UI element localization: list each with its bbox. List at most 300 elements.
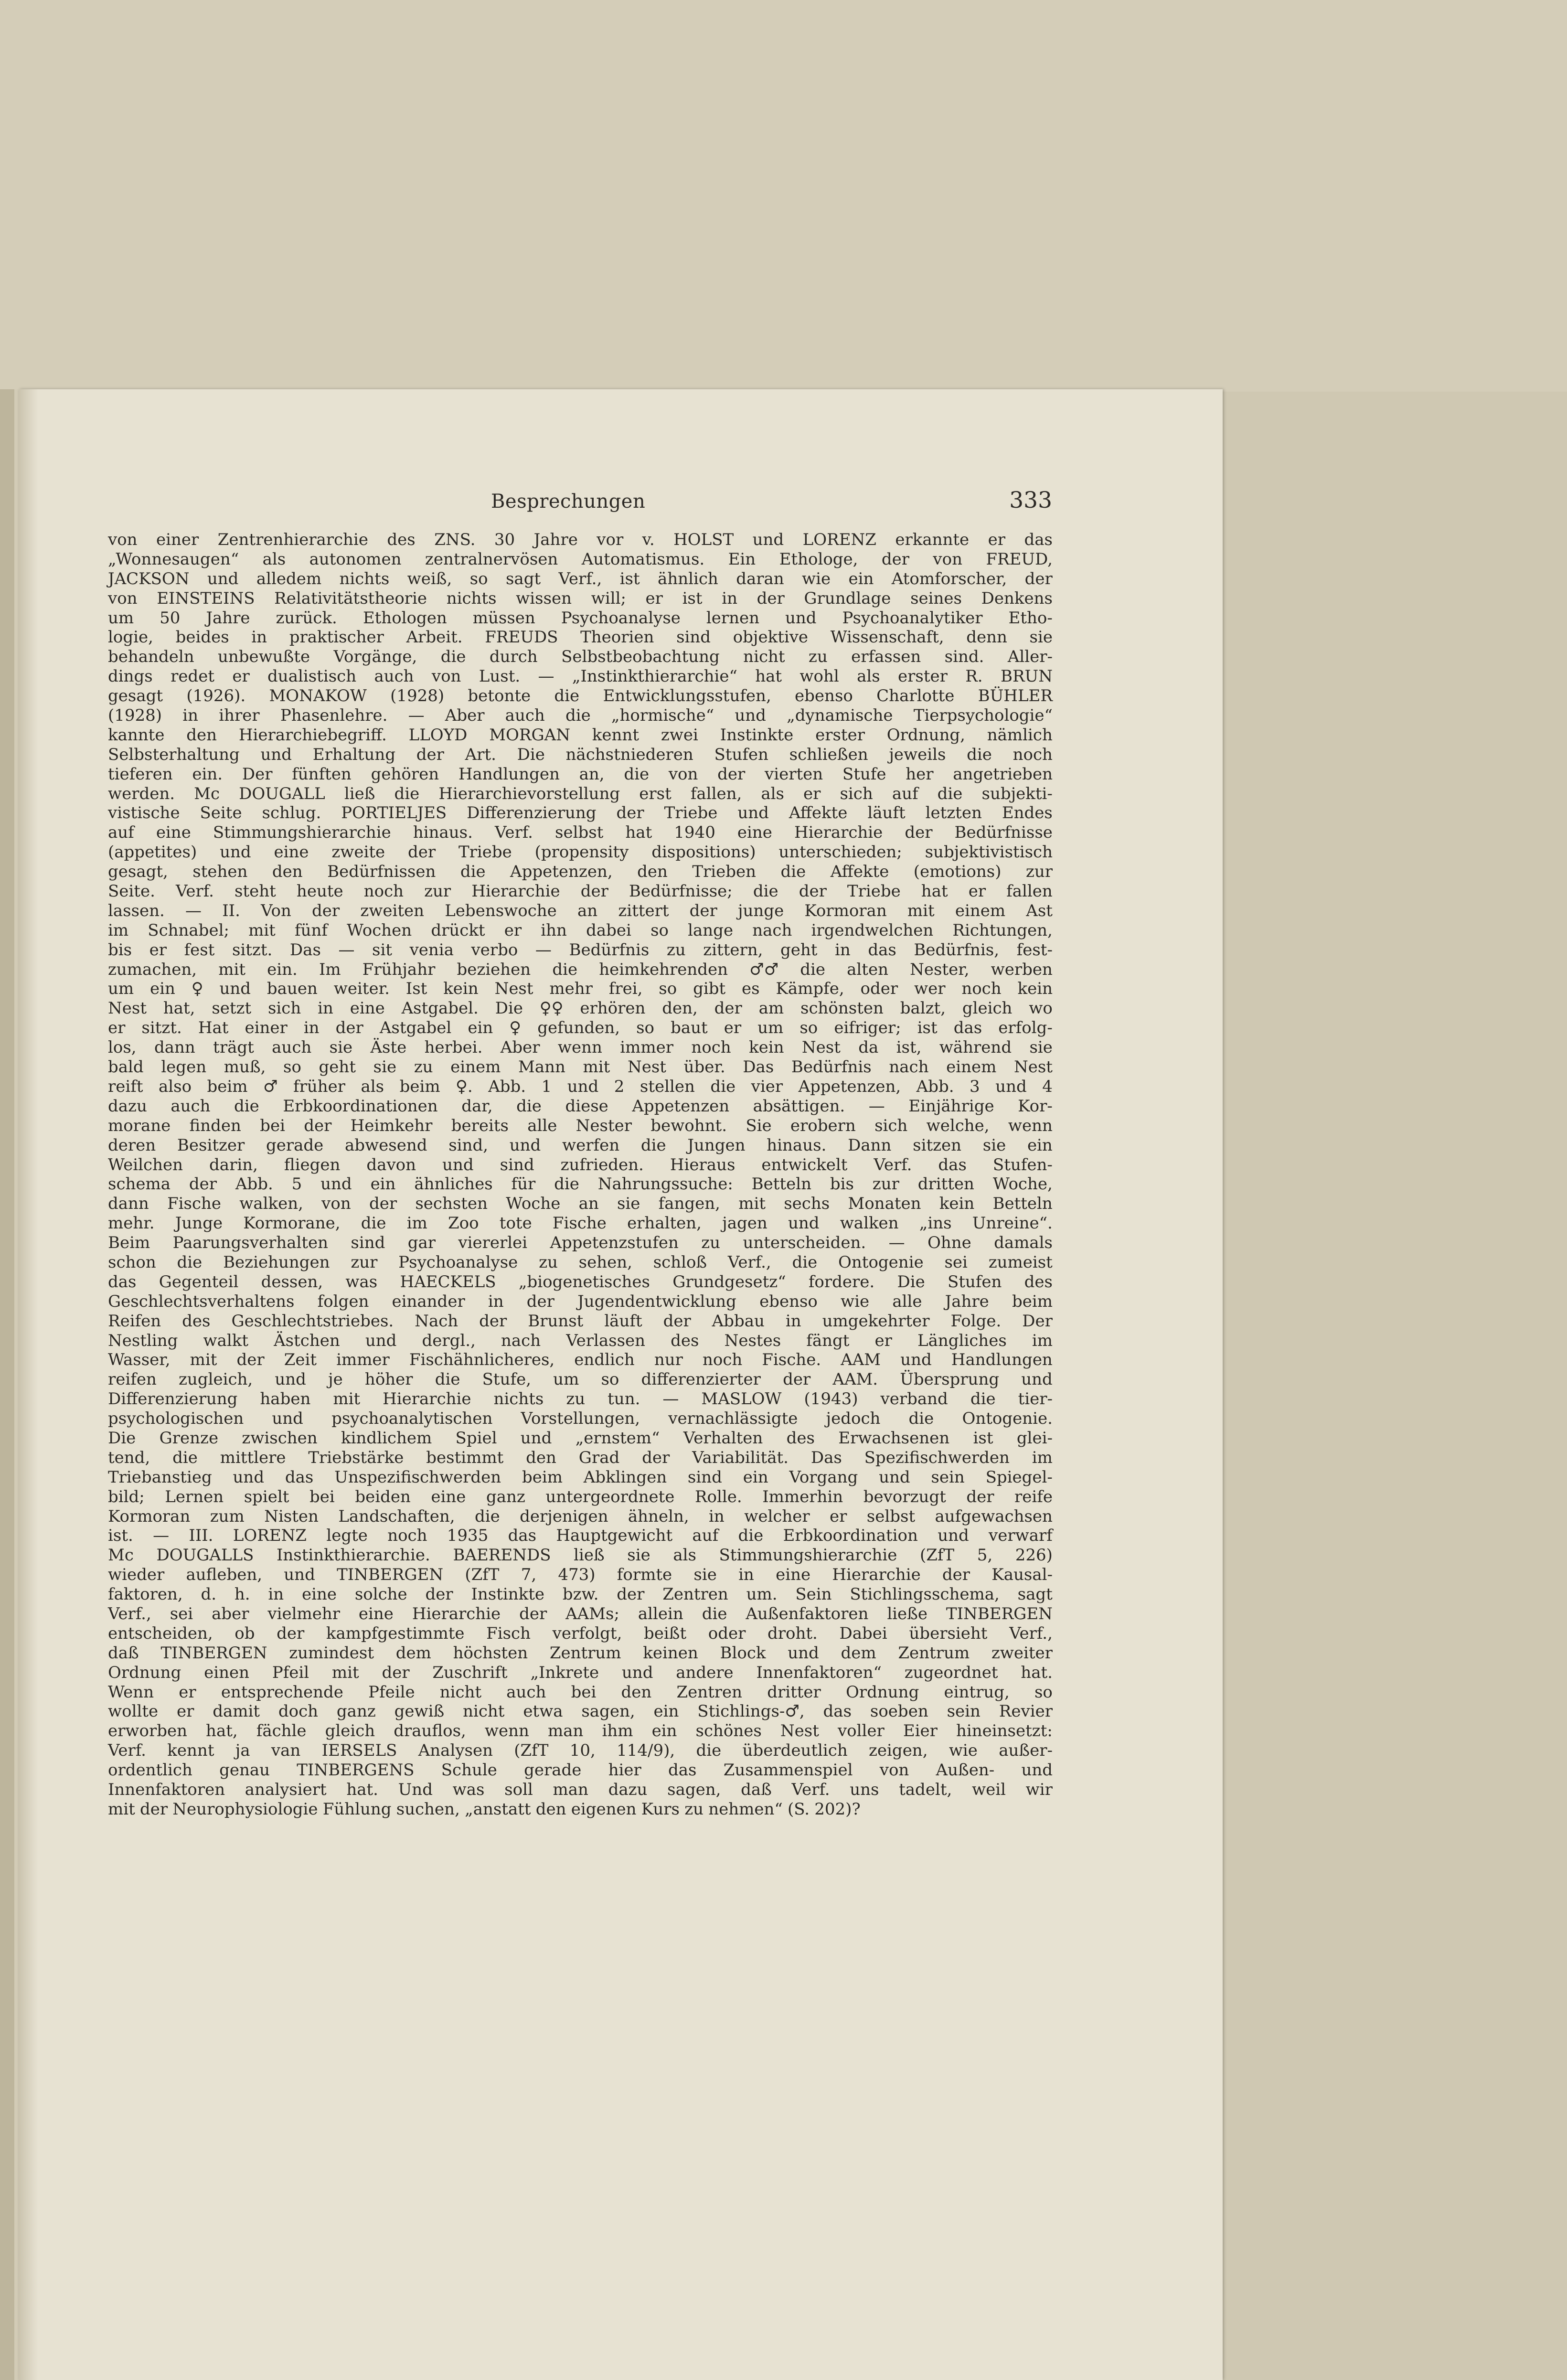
word: die [460, 862, 486, 882]
word: weiß, [407, 569, 452, 588]
word: van [271, 1741, 301, 1761]
word: Die [897, 1272, 925, 1291]
word: gesagt, [108, 862, 168, 882]
word: kennt [592, 725, 639, 745]
word: hinaus. [413, 823, 473, 843]
word: mehr [549, 979, 593, 999]
text-line [108, 1331, 1053, 1351]
word: sagen, [581, 1702, 635, 1721]
word: Ästchen [274, 1331, 340, 1350]
word: beim [399, 1077, 440, 1096]
word: was [345, 1272, 378, 1291]
word: Pfeil [272, 1663, 309, 1682]
word: und [995, 1077, 1027, 1096]
word: als [361, 1077, 384, 1096]
word: so [1034, 1682, 1053, 1702]
word: Bedürfnisse; [629, 882, 733, 901]
word: ebenso [795, 686, 853, 706]
word: h. [234, 1585, 250, 1604]
word: Vorgang [789, 1467, 858, 1487]
word: sind [351, 1233, 385, 1253]
word: DOUGALLS [156, 1546, 254, 1565]
word: Charlotte [876, 686, 955, 706]
word: — [338, 940, 355, 960]
word: der [236, 1350, 265, 1370]
word: Astgabel. [401, 999, 479, 1018]
word: BAERENDS [453, 1546, 551, 1565]
word: alledem [256, 569, 322, 588]
word: lange [688, 920, 734, 940]
word: Grenze [159, 1428, 219, 1448]
word: das [508, 1526, 537, 1546]
word: Verf., [727, 1252, 771, 1272]
word: 3 [970, 1077, 980, 1096]
word: Mann [518, 1057, 565, 1077]
word: den [272, 862, 303, 882]
word: und [737, 803, 769, 823]
word: beim [1012, 1291, 1053, 1311]
word: gibt [693, 979, 726, 999]
word: redet [171, 667, 215, 686]
word: erster [898, 667, 948, 686]
word: den [186, 725, 217, 745]
word: erfassen [851, 647, 921, 667]
word: schloß [653, 1252, 707, 1272]
word: Etho- [1008, 608, 1053, 628]
text-line [108, 1194, 1053, 1214]
word: erst [639, 784, 672, 803]
word: dem [841, 1643, 876, 1663]
word: reifen [108, 1370, 157, 1389]
word: Pfeile [368, 1682, 415, 1702]
text-line [108, 1487, 1053, 1507]
word: zu [684, 1799, 704, 1819]
word: der [799, 882, 827, 901]
word: während [939, 1038, 1012, 1057]
text-line [108, 1272, 1053, 1292]
word: an [578, 1194, 599, 1214]
word: Hierarchiebegriff. [238, 725, 387, 745]
word: FREUDS [485, 628, 558, 647]
word: er [176, 1702, 194, 1721]
word: über. [683, 1057, 725, 1077]
word: Der [242, 764, 273, 784]
word: die [696, 1741, 722, 1761]
word: der [382, 1663, 410, 1682]
word: sie [1029, 1038, 1053, 1057]
word: Triebanstieg [108, 1467, 212, 1487]
word: Appetenzen, [510, 862, 613, 882]
word: auch [272, 1038, 312, 1057]
word: Trieben [692, 862, 757, 882]
word: dritten [917, 1174, 974, 1194]
word: mit [331, 1663, 359, 1682]
word: Kor- [1018, 1096, 1053, 1116]
word: vierten [765, 764, 823, 784]
word: tadelt, [899, 1780, 952, 1799]
word: nicht [743, 647, 785, 667]
word: Verf. [494, 823, 533, 843]
word: Ordnung [845, 1682, 919, 1702]
word: Tierpsychologie“ [913, 706, 1053, 726]
word: mit [907, 901, 935, 920]
word: daß [741, 1780, 772, 1799]
word: Ordnung, [886, 725, 965, 745]
word: angetrieben [953, 764, 1053, 784]
word: ob [235, 1623, 255, 1643]
word: und [520, 1428, 552, 1448]
word: und [275, 1370, 306, 1389]
word: Hierarchie [412, 1604, 501, 1623]
word: sich [840, 784, 873, 803]
text-line [108, 608, 1053, 628]
text-line [108, 1741, 1053, 1761]
word: und [1021, 1761, 1053, 1780]
word: und [320, 1174, 352, 1194]
word: heimkehrenden [599, 960, 728, 979]
word: das [108, 1272, 137, 1291]
word: mittlere [220, 1448, 286, 1467]
word: ZNS. [434, 530, 476, 549]
word: gewiß [394, 1702, 445, 1721]
word: Appetenzstufen [550, 1233, 679, 1253]
text-line [108, 1585, 1053, 1604]
word: jagen [722, 1214, 768, 1233]
word: auch [374, 667, 414, 686]
word: die [640, 1135, 666, 1155]
word: zwei [661, 725, 698, 745]
word: ein. [192, 764, 223, 784]
text-line [108, 1448, 1053, 1468]
word: Seite. [108, 882, 155, 901]
text-line [108, 1565, 1053, 1585]
word: an [577, 901, 598, 920]
word: dritter [767, 1682, 821, 1702]
word: TINBERGENS [297, 1761, 415, 1780]
word: Denkens [981, 588, 1053, 608]
word: ein [848, 569, 874, 588]
word: 1935 [447, 1526, 489, 1546]
text-line [108, 940, 1053, 960]
word: immer [620, 1038, 673, 1057]
word: Differenzierung [467, 803, 597, 823]
word: man [548, 1721, 584, 1741]
word: so [636, 1018, 655, 1038]
word: zurück. [276, 608, 337, 628]
word: beißt [644, 1623, 687, 1643]
word: auf [692, 1526, 719, 1546]
word: hat, [163, 999, 195, 1018]
word: Jahre [945, 1291, 989, 1311]
word: Stimmungshierarchie [213, 823, 391, 843]
word: zeigen, [869, 1741, 928, 1761]
word: höchsten [453, 1643, 528, 1663]
word: Jugendentwicklung [577, 1291, 736, 1311]
word: sind [676, 628, 711, 647]
word: nichts [493, 1389, 544, 1409]
word: zur [424, 882, 451, 901]
word: auf [108, 823, 134, 843]
word: Wissenschaft, [830, 628, 944, 647]
text-line [108, 1057, 1053, 1077]
word: und [284, 1565, 315, 1585]
word: Wochen [347, 920, 412, 940]
word: hat, [206, 1721, 238, 1741]
word: zumachen, [108, 960, 197, 979]
word: von [668, 764, 698, 784]
word: hat [921, 882, 948, 901]
word: der [757, 588, 785, 608]
word: Verf., [558, 569, 602, 588]
word: bis [108, 940, 132, 960]
word: bis [830, 1174, 854, 1194]
word: Bedürfnis [791, 1057, 872, 1077]
word: Nest [801, 1038, 841, 1057]
word: balzt, [900, 999, 946, 1018]
word: sitzt. [232, 940, 273, 960]
word: Abb. [916, 1077, 954, 1096]
word: die [565, 706, 591, 726]
word: Rolle. [694, 1487, 742, 1506]
word: weil [971, 1780, 1006, 1799]
word: Stichlings-♂, [697, 1702, 805, 1721]
text-line [108, 1624, 1053, 1644]
word: dem [395, 1643, 431, 1663]
word: er [108, 1018, 126, 1038]
word: erworben [108, 1721, 187, 1741]
word: Neurophysiologie [172, 1799, 318, 1819]
word: endlich [574, 1350, 635, 1370]
word: als [857, 667, 880, 686]
text-line [108, 706, 1053, 726]
word: Bedürfnissen [327, 862, 436, 882]
word: genau [219, 1761, 270, 1780]
text-line [108, 765, 1053, 784]
word: irgendwelchen [811, 920, 934, 940]
text-line [108, 1780, 1053, 1800]
word: Hierarchievorstellung [438, 784, 620, 803]
word: kein [443, 979, 479, 999]
word: von [108, 588, 138, 608]
word: der [714, 999, 742, 1018]
word: einander [392, 1291, 465, 1311]
word: ein [468, 1018, 493, 1038]
word: mit [218, 960, 245, 979]
word: Nest [108, 999, 147, 1018]
word: und [272, 1409, 303, 1429]
word: sind, [448, 1135, 489, 1155]
text-line [108, 1233, 1053, 1253]
word: davon [366, 1155, 416, 1174]
word: kannte [108, 725, 165, 745]
word: Instinkte [471, 1585, 545, 1604]
word: sie [982, 1135, 1006, 1155]
word: ein [653, 1702, 679, 1721]
word: Landschaften, [338, 1506, 455, 1526]
word: Im [319, 960, 341, 979]
word: Mc [108, 1546, 134, 1565]
text-line [108, 901, 1053, 921]
word: AAM. [832, 1370, 878, 1389]
word: Triebe [664, 803, 718, 823]
word: müssen [472, 608, 535, 628]
word: Bedürfnis [569, 940, 650, 960]
word: AAM [841, 1350, 881, 1370]
word: sich [267, 999, 301, 1018]
text-line [108, 979, 1053, 999]
word: Zentrum [549, 1643, 621, 1663]
word: erkannte [895, 530, 970, 549]
word: geht [780, 940, 818, 960]
word: und [365, 1331, 397, 1350]
word: (appetites) [108, 843, 197, 862]
word: dann [108, 1194, 149, 1214]
word: die [361, 1214, 386, 1233]
word: — [868, 1096, 885, 1116]
word: autonomen [309, 549, 402, 569]
word: Relativitätstheorie [274, 588, 427, 608]
word: 473) [558, 1565, 596, 1585]
word: Zentrenhierarchie [217, 530, 368, 549]
word: bewohnt. [650, 1116, 727, 1135]
word: suchen, [396, 1799, 460, 1819]
word: sind. [944, 647, 984, 667]
word: Der [1022, 1311, 1053, 1331]
word: die [710, 1077, 736, 1096]
word: und [900, 1350, 932, 1370]
word: zum [210, 1506, 245, 1526]
word: die [738, 1526, 764, 1546]
word: Vorstellungen, [521, 1409, 640, 1429]
word: Lebenswoche [445, 901, 557, 920]
word: den [535, 1799, 566, 1819]
word: in [738, 1565, 754, 1585]
word: an, [579, 764, 605, 784]
word: reift [108, 1077, 143, 1096]
word: in [785, 1311, 801, 1331]
word: in [722, 588, 737, 608]
word: allein [638, 1604, 683, 1623]
word: Nest [1013, 1057, 1053, 1077]
word: auch [171, 1096, 211, 1116]
word: gesagt [108, 686, 163, 706]
word: er [232, 667, 250, 686]
word: Monaten [848, 1194, 921, 1214]
word: überdeutlich [742, 1741, 848, 1761]
word: (S. [787, 1799, 810, 1819]
text-line [108, 628, 1053, 647]
text-line [108, 589, 1053, 608]
word: sind [500, 1155, 534, 1174]
word: stellen [640, 1077, 695, 1096]
word: kennt [167, 1741, 214, 1761]
word: nach [752, 920, 792, 940]
text-line [108, 1350, 1053, 1370]
word: Theorien [580, 628, 654, 647]
word: ♀♀ [539, 999, 564, 1018]
word: Unspezifischwerden [334, 1467, 501, 1487]
word: Art. [465, 745, 496, 764]
text-line [108, 960, 1053, 980]
word: erster [815, 725, 865, 745]
word: selbst [555, 823, 604, 843]
word: der [663, 1311, 691, 1331]
word: Zusammenspiel [723, 1761, 853, 1780]
word: jedoch [826, 1409, 881, 1429]
word: Abklingen [583, 1467, 667, 1487]
word: zu [666, 940, 686, 960]
word: unterschieden; [778, 843, 902, 862]
word: zu [414, 1057, 433, 1077]
word: am [758, 999, 784, 1018]
word: damit [213, 1702, 260, 1721]
word: lassen. [108, 901, 165, 920]
word: der [304, 1116, 332, 1135]
word: Phasenlehre. [280, 706, 388, 726]
text-line [108, 1136, 1053, 1155]
word: Jahre [533, 530, 578, 549]
word: des [1024, 1272, 1053, 1291]
word: und [788, 1643, 819, 1663]
word: beiden [355, 1487, 411, 1506]
word: Triebstärke [308, 1448, 404, 1467]
word: er [830, 1506, 847, 1526]
word: wieder [108, 1565, 165, 1585]
word: ließ [344, 784, 375, 803]
word: durch [489, 647, 538, 667]
backdrop [0, 0, 1567, 392]
word: Nisten [264, 1506, 319, 1526]
word: zur [872, 1174, 899, 1194]
page-gutter-shadow [19, 389, 38, 2380]
word: Stufen [947, 1272, 1002, 1291]
word: der [717, 764, 746, 784]
word: einem [946, 1057, 997, 1077]
word: die [234, 1096, 259, 1116]
word: sitzen [913, 1135, 962, 1155]
text-line [108, 1663, 1053, 1683]
word: mehr. [108, 1214, 155, 1233]
word: Fische [552, 1214, 607, 1233]
word: walken, [239, 1194, 303, 1214]
word: Kormoran [804, 901, 887, 920]
word: LORENZ [233, 1526, 307, 1546]
word: — [408, 706, 425, 726]
word: dar, [461, 1096, 493, 1116]
word: Lernen [165, 1487, 224, 1506]
word: 30 [494, 530, 515, 549]
word: verbo [471, 940, 518, 960]
word: welche, [926, 1116, 990, 1135]
word: das [1024, 530, 1053, 549]
word: in [318, 999, 333, 1018]
word: Abbau [712, 1311, 765, 1331]
word: gerade [266, 1135, 324, 1155]
word: einem [450, 1057, 501, 1077]
word: zentralnervösen [425, 549, 558, 569]
word: Selbstbeobachtung [561, 647, 720, 667]
word: LLOYD [408, 725, 468, 745]
word: so [799, 1018, 818, 1038]
word: Psychoanalyse [398, 1252, 518, 1272]
word: werden. [108, 784, 175, 803]
word: ebenso [759, 1291, 818, 1311]
word: ein [743, 1467, 768, 1487]
word: reife [1014, 1487, 1053, 1506]
word: um [553, 1370, 579, 1389]
word: Fisch [486, 1623, 531, 1643]
word: daran [736, 569, 784, 588]
